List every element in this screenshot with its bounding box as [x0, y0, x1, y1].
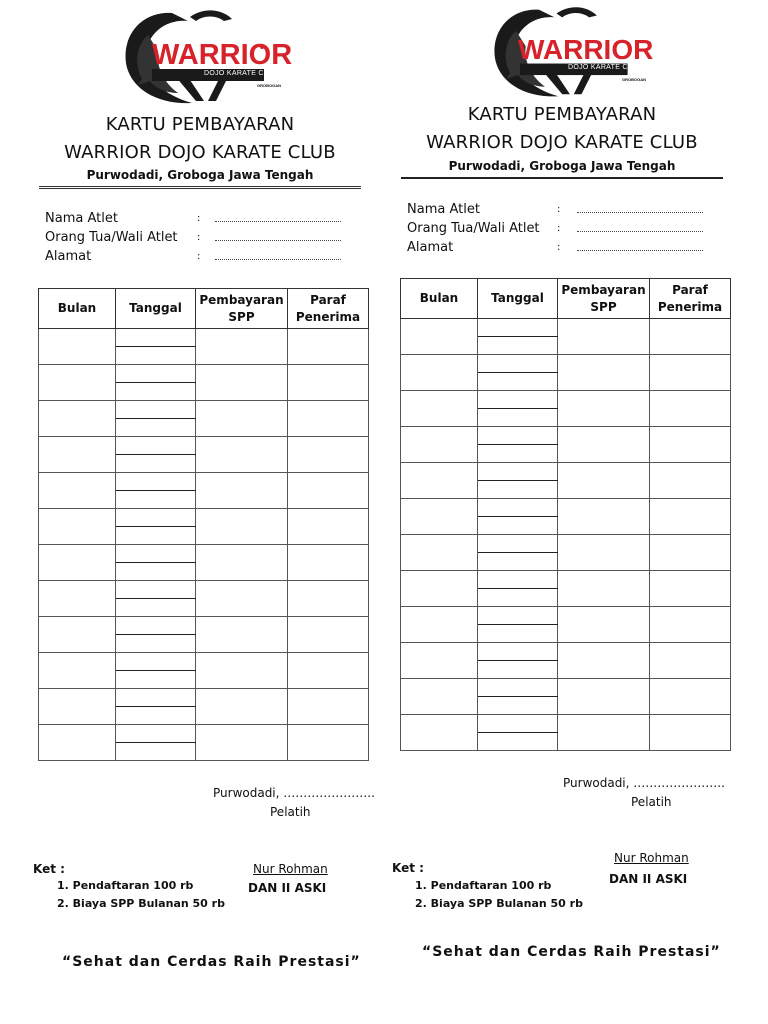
header-divider [401, 177, 723, 179]
pembayaran-cell[interactable] [196, 689, 288, 725]
tanggal-cell[interactable] [478, 481, 558, 499]
tanggal-cell[interactable] [478, 445, 558, 463]
tanggal-cell[interactable] [116, 455, 196, 473]
paraf-cell[interactable] [288, 365, 369, 401]
logo-place-text: GROBOGAN [622, 77, 646, 82]
signer-role: Pelatih [631, 795, 672, 809]
tanggal-cell[interactable] [478, 427, 558, 445]
table-row [401, 715, 731, 733]
tanggal-cell[interactable] [478, 715, 558, 733]
pembayaran-cell[interactable] [558, 391, 650, 427]
field-line[interactable] [577, 231, 703, 232]
tanggal-cell[interactable] [478, 625, 558, 643]
bulan-cell[interactable] [39, 509, 116, 545]
col-header-paraf: Paraf Penerima [650, 279, 731, 319]
table-row [401, 607, 731, 625]
table-row [39, 581, 369, 599]
paraf-cell[interactable] [288, 401, 369, 437]
table-row [401, 463, 731, 481]
field-label: Nama Atlet [45, 211, 118, 226]
card-subtitle: Purwodadi, Groboga Jawa Tengah [86, 168, 314, 182]
table-row [39, 545, 369, 563]
pembayaran-cell[interactable] [558, 319, 650, 355]
note-item-1: 1. Pendaftaran 100 rb [57, 879, 194, 892]
table-row [401, 571, 731, 589]
paraf-cell[interactable] [288, 509, 369, 545]
tanggal-cell[interactable] [478, 553, 558, 571]
table-row [39, 617, 369, 635]
logo-sub-text: DOJO KARATE CLUB [204, 70, 279, 77]
tanggal-cell[interactable] [478, 643, 558, 661]
table-row [39, 437, 369, 455]
field-colon: : [197, 251, 201, 262]
bulan-cell[interactable] [401, 427, 478, 463]
paraf-cell[interactable] [288, 437, 369, 473]
bulan-cell[interactable] [401, 319, 478, 355]
coach-rank: DAN II ASKI [609, 872, 688, 886]
tanggal-cell[interactable] [116, 635, 196, 653]
tanggal-cell[interactable] [478, 373, 558, 391]
pembayaran-cell[interactable] [196, 509, 288, 545]
table-row [401, 679, 731, 697]
tanggal-cell[interactable] [116, 599, 196, 617]
tanggal-cell[interactable] [116, 527, 196, 545]
bulan-cell[interactable] [401, 535, 478, 571]
table-row [401, 499, 731, 517]
card-title [0, 111, 400, 167]
field-label: Nama Atlet [407, 202, 480, 217]
tanggal-cell[interactable] [478, 571, 558, 589]
bulan-cell[interactable] [39, 365, 116, 401]
paraf-cell[interactable] [288, 329, 369, 365]
paraf-cell[interactable] [650, 643, 731, 679]
title-line-2: WARRIOR DOJO KARATE CLUB [426, 132, 698, 153]
col-header-pembayaran: Pembayaran SPP [196, 289, 288, 329]
field-orang-tua [407, 221, 717, 239]
col-header-tanggal: Tanggal [478, 279, 558, 319]
pembayaran-cell[interactable] [196, 545, 288, 581]
field-colon: : [197, 232, 201, 243]
table-row [39, 329, 369, 347]
field-line[interactable] [215, 221, 341, 222]
card-subtitle: Purwodadi, Groboga Jawa Tengah [448, 159, 676, 173]
bulan-cell[interactable] [39, 473, 116, 509]
tanggal-cell[interactable] [478, 337, 558, 355]
header-divider-2 [39, 188, 361, 189]
bulan-cell[interactable] [39, 653, 116, 689]
tanggal-cell[interactable] [116, 491, 196, 509]
logo-brand-text: WARRIOR [518, 34, 654, 65]
paraf-cell[interactable] [650, 679, 731, 715]
col-header-tanggal: Tanggal [116, 289, 196, 329]
paraf-cell[interactable] [650, 463, 731, 499]
table-row [39, 365, 369, 383]
paraf-cell[interactable] [650, 427, 731, 463]
tanggal-cell[interactable] [116, 653, 196, 671]
pembayaran-cell[interactable] [558, 427, 650, 463]
paraf-cell[interactable] [650, 535, 731, 571]
bulan-cell[interactable] [401, 715, 478, 751]
pembayaran-cell[interactable] [196, 653, 288, 689]
field-colon: : [557, 242, 561, 253]
payment-table [38, 288, 369, 761]
col-header-paraf: Paraf Penerima [288, 289, 369, 329]
note-item-2: 2. Biaya SPP Bulanan 50 rb [415, 897, 583, 910]
tanggal-cell[interactable] [478, 517, 558, 535]
field-colon: : [557, 223, 561, 234]
bulan-cell[interactable] [39, 725, 116, 761]
pembayaran-cell[interactable] [196, 581, 288, 617]
tanggal-cell[interactable] [478, 463, 558, 481]
pembayaran-cell[interactable] [196, 365, 288, 401]
bulan-cell[interactable] [401, 679, 478, 715]
title-line-1: KARTU PEMBAYARAN [467, 104, 657, 125]
table-row [39, 653, 369, 671]
club-logo [478, 2, 658, 102]
bulan-cell[interactable] [401, 499, 478, 535]
tanggal-cell[interactable] [478, 499, 558, 517]
tanggal-cell[interactable] [116, 707, 196, 725]
tanggal-cell[interactable] [116, 383, 196, 401]
logo-place-text: GROBOGAN [257, 83, 281, 88]
motto: “Sehat dan Cerdas Raih Prestasi” [62, 954, 361, 970]
pembayaran-cell[interactable] [558, 679, 650, 715]
table-row [39, 509, 369, 527]
club-logo [112, 5, 292, 109]
paraf-cell[interactable] [288, 581, 369, 617]
bulan-cell[interactable] [401, 571, 478, 607]
table-row [401, 319, 731, 337]
pembayaran-cell[interactable] [558, 535, 650, 571]
pembayaran-cell[interactable] [558, 463, 650, 499]
title-line-1: KARTU PEMBAYARAN [105, 114, 295, 135]
pembayaran-cell[interactable] [196, 437, 288, 473]
tanggal-cell[interactable] [478, 409, 558, 427]
note-item-2: 2. Biaya SPP Bulanan 50 rb [57, 897, 225, 910]
col-header-pembayaran: Pembayaran SPP [558, 279, 650, 319]
field-line[interactable] [577, 250, 703, 251]
bulan-cell[interactable] [401, 463, 478, 499]
tanggal-cell[interactable] [116, 509, 196, 527]
logo-sub-text: DOJO KARATE CLUB [568, 64, 643, 71]
tanggal-cell[interactable] [478, 589, 558, 607]
field-nama-atlet [45, 211, 355, 229]
paraf-cell[interactable] [650, 499, 731, 535]
tanggal-cell[interactable] [116, 743, 196, 761]
header-divider [39, 186, 361, 187]
pembayaran-cell[interactable] [558, 355, 650, 391]
pembayaran-cell[interactable] [558, 643, 650, 679]
logo-brand-text: WARRIOR [152, 39, 293, 71]
tanggal-cell[interactable] [116, 365, 196, 383]
tanggal-cell[interactable] [116, 419, 196, 437]
tanggal-cell[interactable] [478, 535, 558, 553]
table-row [39, 725, 369, 743]
tanggal-cell[interactable] [116, 401, 196, 419]
tanggal-cell[interactable] [478, 679, 558, 697]
paraf-cell[interactable] [288, 689, 369, 725]
tanggal-cell[interactable] [116, 689, 196, 707]
pembayaran-cell[interactable] [558, 571, 650, 607]
field-line[interactable] [577, 212, 703, 213]
tanggal-cell[interactable] [478, 391, 558, 409]
field-orang-tua [45, 230, 355, 248]
bulan-cell[interactable] [39, 437, 116, 473]
tanggal-cell[interactable] [116, 581, 196, 599]
field-alamat [45, 249, 355, 267]
tanggal-cell[interactable] [478, 607, 558, 625]
coach-name: Nur Rohman [614, 851, 689, 865]
tanggal-cell[interactable] [478, 733, 558, 751]
paraf-cell[interactable] [650, 715, 731, 751]
table-row [401, 391, 731, 409]
tanggal-cell[interactable] [478, 697, 558, 715]
field-line[interactable] [215, 240, 341, 241]
tanggal-cell[interactable] [116, 563, 196, 581]
notes-label: Ket : [392, 861, 424, 875]
field-label: Orang Tua/Wali Atlet [45, 230, 178, 245]
table-row [401, 643, 731, 661]
tanggal-cell[interactable] [116, 473, 196, 491]
paraf-cell[interactable] [288, 617, 369, 653]
paraf-cell[interactable] [288, 473, 369, 509]
table-row [39, 401, 369, 419]
bulan-cell[interactable] [39, 617, 116, 653]
title-line-2: WARRIOR DOJO KARATE CLUB [64, 142, 336, 163]
place-date: Purwodadi, ………………….. [213, 786, 375, 800]
bulan-cell[interactable] [401, 607, 478, 643]
motto: “Sehat dan Cerdas Raih Prestasi” [422, 944, 721, 960]
note-item-1: 1. Pendaftaran 100 rb [415, 879, 552, 892]
pembayaran-cell[interactable] [196, 617, 288, 653]
paraf-cell[interactable] [650, 391, 731, 427]
coach-name: Nur Rohman [253, 862, 328, 876]
tanggal-cell[interactable] [116, 617, 196, 635]
tanggal-cell[interactable] [116, 725, 196, 743]
paraf-cell[interactable] [650, 607, 731, 643]
col-header-bulan: Bulan [401, 279, 478, 319]
table-row [401, 535, 731, 553]
payment-card-right [384, 0, 768, 1024]
bulan-cell[interactable] [39, 545, 116, 581]
table-row [39, 689, 369, 707]
bulan-cell[interactable] [39, 401, 116, 437]
paraf-cell[interactable] [650, 355, 731, 391]
table-row [401, 355, 731, 373]
tanggal-cell[interactable] [116, 347, 196, 365]
tanggal-cell[interactable] [116, 329, 196, 347]
bulan-cell[interactable] [39, 329, 116, 365]
field-colon: : [557, 204, 561, 215]
paraf-cell[interactable] [288, 653, 369, 689]
paraf-cell[interactable] [288, 545, 369, 581]
paraf-cell[interactable] [288, 725, 369, 761]
paraf-cell[interactable] [650, 571, 731, 607]
pembayaran-cell[interactable] [196, 473, 288, 509]
field-nama-atlet [407, 202, 717, 220]
paraf-cell[interactable] [650, 319, 731, 355]
col-header-bulan: Bulan [39, 289, 116, 329]
bulan-cell[interactable] [401, 355, 478, 391]
pembayaran-cell[interactable] [196, 329, 288, 365]
payment-table [400, 278, 731, 751]
tanggal-cell[interactable] [116, 545, 196, 563]
signer-role: Pelatih [270, 805, 311, 819]
bulan-cell[interactable] [39, 689, 116, 725]
pembayaran-cell[interactable] [558, 607, 650, 643]
tanggal-cell[interactable] [478, 355, 558, 373]
table-row [39, 473, 369, 491]
tanggal-cell[interactable] [116, 437, 196, 455]
field-alamat [407, 240, 717, 258]
notes-label: Ket : [33, 862, 65, 876]
pembayaran-cell[interactable] [558, 715, 650, 751]
pembayaran-cell[interactable] [558, 499, 650, 535]
field-line[interactable] [215, 259, 341, 260]
table-row [401, 427, 731, 445]
tanggal-cell[interactable] [116, 671, 196, 689]
bulan-cell[interactable] [39, 581, 116, 617]
field-label: Alamat [407, 240, 454, 255]
coach-rank: DAN II ASKI [248, 881, 327, 895]
tanggal-cell[interactable] [478, 661, 558, 679]
tanggal-cell[interactable] [478, 319, 558, 337]
field-colon: : [197, 213, 201, 224]
bulan-cell[interactable] [401, 643, 478, 679]
card-title [384, 101, 740, 157]
place-date: Purwodadi, ………………….. [563, 776, 725, 790]
bulan-cell[interactable] [401, 391, 478, 427]
pembayaran-cell[interactable] [196, 725, 288, 761]
field-label: Orang Tua/Wali Atlet [407, 221, 540, 236]
pembayaran-cell[interactable] [196, 401, 288, 437]
field-label: Alamat [45, 249, 92, 264]
